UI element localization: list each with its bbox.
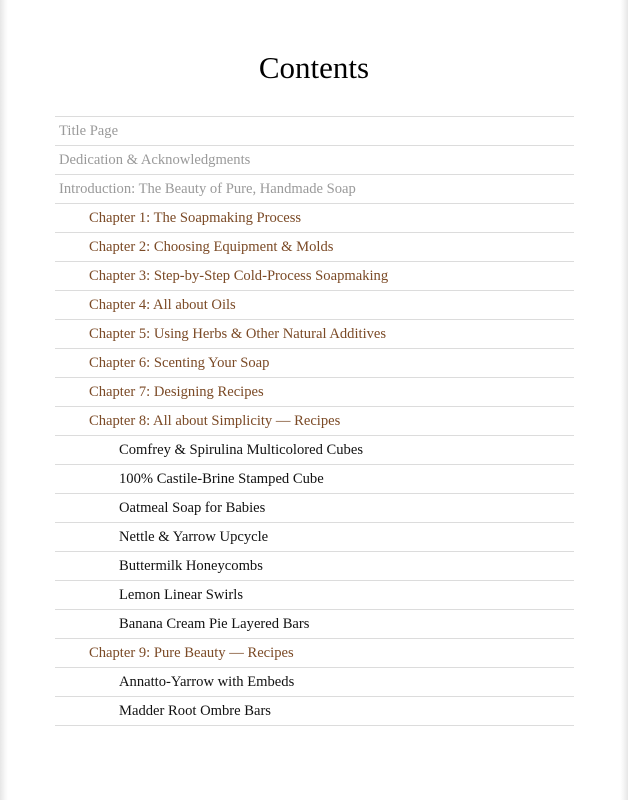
toc-entry-link[interactable]: Chapter 8: All about Simplicity — Recipes <box>89 412 341 429</box>
toc-entry-link[interactable]: Buttermilk Honeycombs <box>119 557 263 574</box>
toc-chapter-entry[interactable] <box>55 349 574 378</box>
toc-chapter-entry[interactable] <box>55 233 574 262</box>
toc-recipe-entry[interactable] <box>55 465 574 494</box>
toc-chapter-entry[interactable] <box>55 378 574 407</box>
table-of-contents <box>55 116 574 726</box>
toc-recipe-entry[interactable] <box>55 610 574 639</box>
toc-entry-link[interactable]: Chapter 2: Choosing Equipment & Molds <box>89 238 334 255</box>
toc-entry-link[interactable]: Chapter 7: Designing Recipes <box>89 383 264 400</box>
toc-chapter-entry[interactable] <box>55 262 574 291</box>
toc-front-matter-entry[interactable] <box>55 146 574 175</box>
page-edge-right <box>620 0 628 800</box>
toc-recipe-entry[interactable] <box>55 494 574 523</box>
toc-entry-link[interactable]: Madder Root Ombre Bars <box>119 702 271 719</box>
toc-entry-link[interactable]: Oatmeal Soap for Babies <box>119 499 266 516</box>
toc-recipe-entry[interactable] <box>55 697 574 726</box>
toc-entry-link[interactable]: Chapter 1: The Soapmaking Process <box>89 209 302 226</box>
toc-recipe-entry[interactable] <box>55 523 574 552</box>
toc-front-matter-entry[interactable] <box>55 175 574 204</box>
toc-chapter-entry[interactable] <box>55 407 574 436</box>
toc-recipe-entry[interactable] <box>55 552 574 581</box>
toc-entry-link[interactable]: Chapter 9: Pure Beauty — Recipes <box>89 644 294 661</box>
toc-entry-link[interactable]: 100% Castile-Brine Stamped Cube <box>119 470 324 487</box>
toc-front-matter-entry[interactable] <box>55 117 574 146</box>
toc-chapter-entry[interactable] <box>55 291 574 320</box>
toc-entry-link[interactable]: Banana Cream Pie Layered Bars <box>119 615 310 632</box>
toc-entry-link[interactable]: Lemon Linear Swirls <box>119 586 244 603</box>
toc-entry-link[interactable]: Comfrey & Spirulina Multicolored Cubes <box>119 441 364 458</box>
toc-entry-link[interactable]: Title Page <box>59 122 119 139</box>
toc-chapter-entry[interactable] <box>55 204 574 233</box>
page-title: Contents <box>258 50 370 85</box>
toc-recipe-entry[interactable] <box>55 436 574 465</box>
toc-entry-link[interactable]: Chapter 5: Using Herbs & Other Natural Additives <box>89 325 387 342</box>
toc-entry-link[interactable]: Nettle & Yarrow Upcycle <box>119 528 269 545</box>
toc-chapter-entry[interactable] <box>55 320 574 349</box>
toc-entry-link[interactable]: Dedication & Acknowledgments <box>59 151 251 168</box>
toc-recipe-entry[interactable] <box>55 668 574 697</box>
toc-entry-link[interactable]: Chapter 3: Step-by-Step Cold-Process Soapmaking <box>89 267 389 284</box>
toc-entry-link[interactable]: Chapter 4: All about Oils <box>89 296 236 313</box>
toc-chapter-entry[interactable] <box>55 639 574 668</box>
page-edge-left <box>0 0 8 800</box>
toc-entry-link[interactable]: Chapter 6: Scenting Your Soap <box>89 354 270 371</box>
toc-entry-link[interactable]: Annatto-Yarrow with Embeds <box>119 673 295 690</box>
toc-recipe-entry[interactable] <box>55 581 574 610</box>
toc-entry-link[interactable]: Introduction: The Beauty of Pure, Handmade Soap <box>59 180 356 197</box>
